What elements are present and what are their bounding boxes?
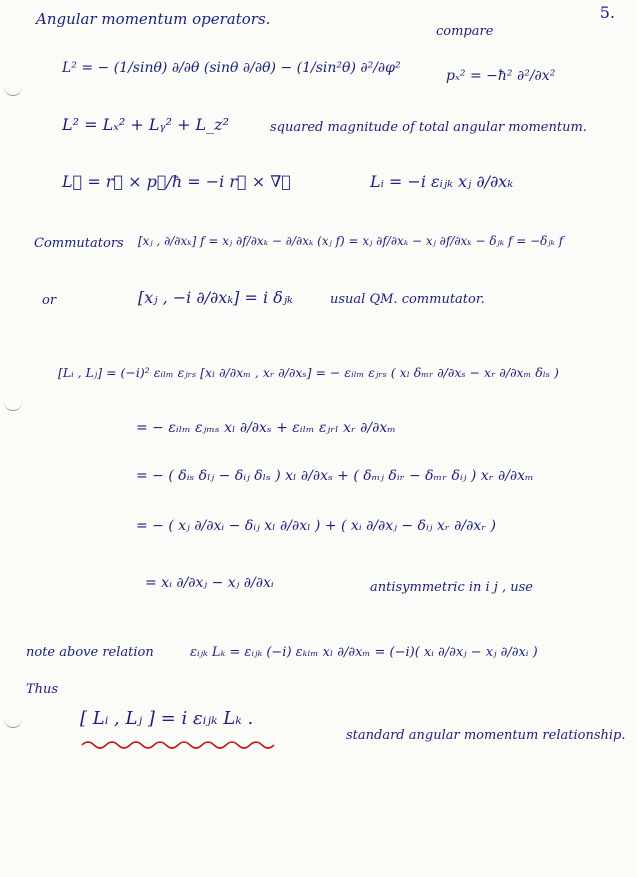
note-squared-magnitude: squared magnitude of total angular momentum. xyxy=(270,120,587,135)
derivation-line-1: [Lᵢ , Lⱼ] = (−i)² εᵢₗₘ εⱼᵣₛ [xₗ ∂/∂xₘ , xᵣ ∂/∂xₛ] = − εᵢₗₘ εⱼᵣₛ ( xₗ δₘᵣ ∂/∂xₛ − xᵣ ∂/∂xₘ δₗₛ ) xyxy=(58,365,559,380)
equation-px-squared: pₓ² = −ħ² ∂²/∂x² xyxy=(446,68,556,84)
derivation-line-3: = − ( δᵢₛ δₗⱼ − δᵢⱼ δₗₛ ) xₗ ∂/∂xₛ + ( δₘⱼ δᵢᵣ − δₘᵣ δᵢⱼ ) xᵣ ∂/∂xₘ xyxy=(136,468,534,484)
equation-qm-commutator: [xⱼ , −i ∂/∂xₖ] = i δⱼₖ xyxy=(138,288,293,307)
page-title: Angular momentum operators. xyxy=(36,10,271,28)
equation-epsilon-L: εᵢⱼₖ Lₖ = εᵢⱼₖ (−i) εₖₗₘ xₗ ∂/∂xₘ = (−i)( xᵢ ∂/∂xⱼ − xⱼ ∂/∂xᵢ ) xyxy=(190,645,538,660)
page-number: 5. xyxy=(599,3,615,22)
note-standard-relationship: standard angular momentum relationship. xyxy=(346,728,626,743)
equation-L-squared-spherical: L² = − (1/sinθ) ∂/∂θ (sinθ ∂/∂θ) − (1/sin²θ) ∂²/∂φ² xyxy=(62,60,401,76)
note-usual-qm-commutator: usual QM. commutator. xyxy=(330,292,485,307)
compare-label: compare xyxy=(436,24,494,39)
derivation-line-2: = − εᵢₗₘ εⱼₘₛ xₗ ∂/∂xₛ + εᵢₗₘ εⱼᵣₗ xᵣ ∂/∂xₘ xyxy=(136,420,396,436)
red-wavy-underline xyxy=(80,738,280,752)
derivation-line-4: = − ( xⱼ ∂/∂xᵢ − δᵢⱼ xₗ ∂/∂xₗ ) + ( xᵢ ∂/∂xⱼ − δᵢⱼ xᵣ ∂/∂xᵣ ) xyxy=(136,518,496,534)
thus-label: Thus xyxy=(26,682,59,697)
equation-commutator-x-derivative: [xⱼ , ∂/∂xₖ] f = xⱼ ∂f/∂xₖ − ∂/∂xₖ (xⱼ f) = xⱼ ∂f/∂xₖ − xⱼ ∂f/∂xₖ − δⱼₖ f = −δⱼₖ f xyxy=(138,234,564,248)
commutators-label: Commutators xyxy=(34,236,124,251)
equation-L-component: Lᵢ = −i εᵢⱼₖ xⱼ ∂/∂xₖ xyxy=(370,172,514,191)
equation-L-vector: L⃗ = r⃗ × p⃗/ħ = −i r⃗ × ∇⃗ xyxy=(62,172,291,191)
equation-angular-momentum-commutator: [ Lᵢ , Lⱼ ] = i εᵢⱼₖ Lₖ . xyxy=(80,708,254,729)
binder-hole-mark xyxy=(4,83,22,96)
binder-hole-mark xyxy=(4,715,22,728)
note-antisymmetric: antisymmetric in i j , use xyxy=(370,580,533,595)
binder-hole-mark xyxy=(4,398,22,411)
or-label: or xyxy=(42,293,57,308)
equation-L-squared-components: L² = Lₓ² + Lᵧ² + L_z² xyxy=(62,115,230,134)
note-above-relation-label: note above relation xyxy=(26,645,154,660)
derivation-line-5: = xᵢ ∂/∂xⱼ − xⱼ ∂/∂xᵢ xyxy=(145,575,274,591)
